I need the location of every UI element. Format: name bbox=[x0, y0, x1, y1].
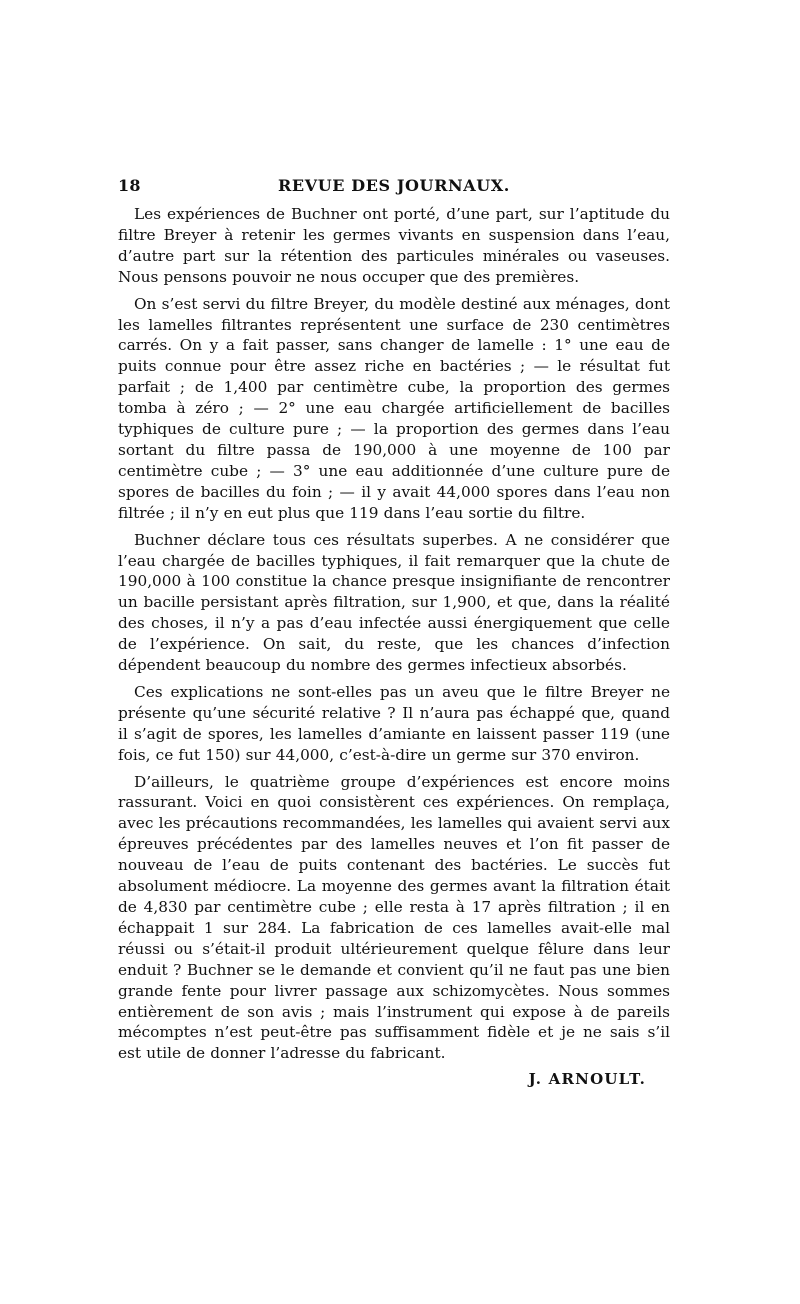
paragraph-2: On s’est servi du filtre Breyer, du modèle destiné aux ménages, dont les lamelles filtrantes représentent une surface de 230 centimètres carrés. On y a fait passer, sans changer de lamelle : 1° une eau de puits connue pour être assez riche en bactéries ; — le résultat fut parfait ; de 1,400 par centimètre cube, la proportion des germes tomba à zéro ; — 2° une eau chargée artificiellement de bacilles typhiques de culture pure ; — la proportion des germes dans l’eau sortant du filtre passa de 190,000 à une moyenne de 100 par centimètre cube ; — 3° une eau additionnée d’une culture pure de spores de bacilles du foin ; — il y avait 44,000 spores dans l’eau non filtrée ; il n’y en eut plus que 119 dans l’eau sortie du filtre. bbox=[118, 294, 670, 522]
running-title: REVUE DES JOURNAUX. bbox=[278, 176, 510, 195]
author-signature: J. ARNOULT. bbox=[528, 1070, 646, 1089]
journal-page bbox=[118, 176, 670, 1088]
paragraph-1: Les expériences de Buchner ont porté, d’une part, sur l’aptitude du filtre Breyer à retenir les germes vivants en suspension dans l’eau, d’autre part sur la rétention des particules minérales ou vaseuses. Nous pensons pouvoir ne nous occuper que des premières. bbox=[118, 205, 670, 286]
paragraph-5: D’ailleurs, le quatrième groupe d’expériences est encore moins rassurant. Voici en quoi consistèrent ces expériences. On remplaça, avec les précautions recommandées, les lamelles qui avaient servi aux épreuves précédentes par des lamelles neuves et l’on fit passer de nouveau de l’eau de puits contenant des bactéries. Le succès fut absolument médiocre. La moyenne des germes avant la filtration était de 4,830 par centimètre cube ; elle resta à 17 après filtration ; il en échappait 1 sur 284. La fabrication de ces lamelles avait-elle mal réussi ou s’était-il produit ultérieurement quelque fêlure dans leur enduit ? Buchner se le demande et convient qu’il ne faut pas une bien grande fente pour livrer passage aux schizomycètes. Nous sommes entièrement de son avis ; mais l’instrument qui expose à de pareils mécomptes n’est peut-être pas suffisamment fidèle et je ne sais s’il est utile de donner l’adresse du fabricant. bbox=[118, 772, 670, 1063]
paragraph-4: Ces explications ne sont-elles pas un aveu que le filtre Breyer ne présente qu’une sécurité relative ? Il n’aura pas échappé que, quand il s’agit de spores, les lamelles d’amiante en laissent passer 119 (une fois, ce fut 150) sur 44,000, c’est-à-dire un germe sur 370 environ. bbox=[118, 682, 670, 764]
paragraph-3: Buchner déclare tous ces résultats superbes. A ne considérer que l’eau chargée de bacilles typhiques, il fait remarquer que la chute de 190,000 à 100 constitue la chance presque insignifiante de rencontrer un bacille persistant après filtration, sur 1,900, et que, dans la réalité des choses, il n’y a pas d’eau infectée aussi énergiquement que celle de l’expérience. On sait, du reste, que les chances d’infection dépendent beaucoup du nombre des germes infectieux absorbés. bbox=[118, 530, 670, 675]
running-head bbox=[118, 176, 670, 204]
page-number: 18 bbox=[118, 176, 141, 195]
